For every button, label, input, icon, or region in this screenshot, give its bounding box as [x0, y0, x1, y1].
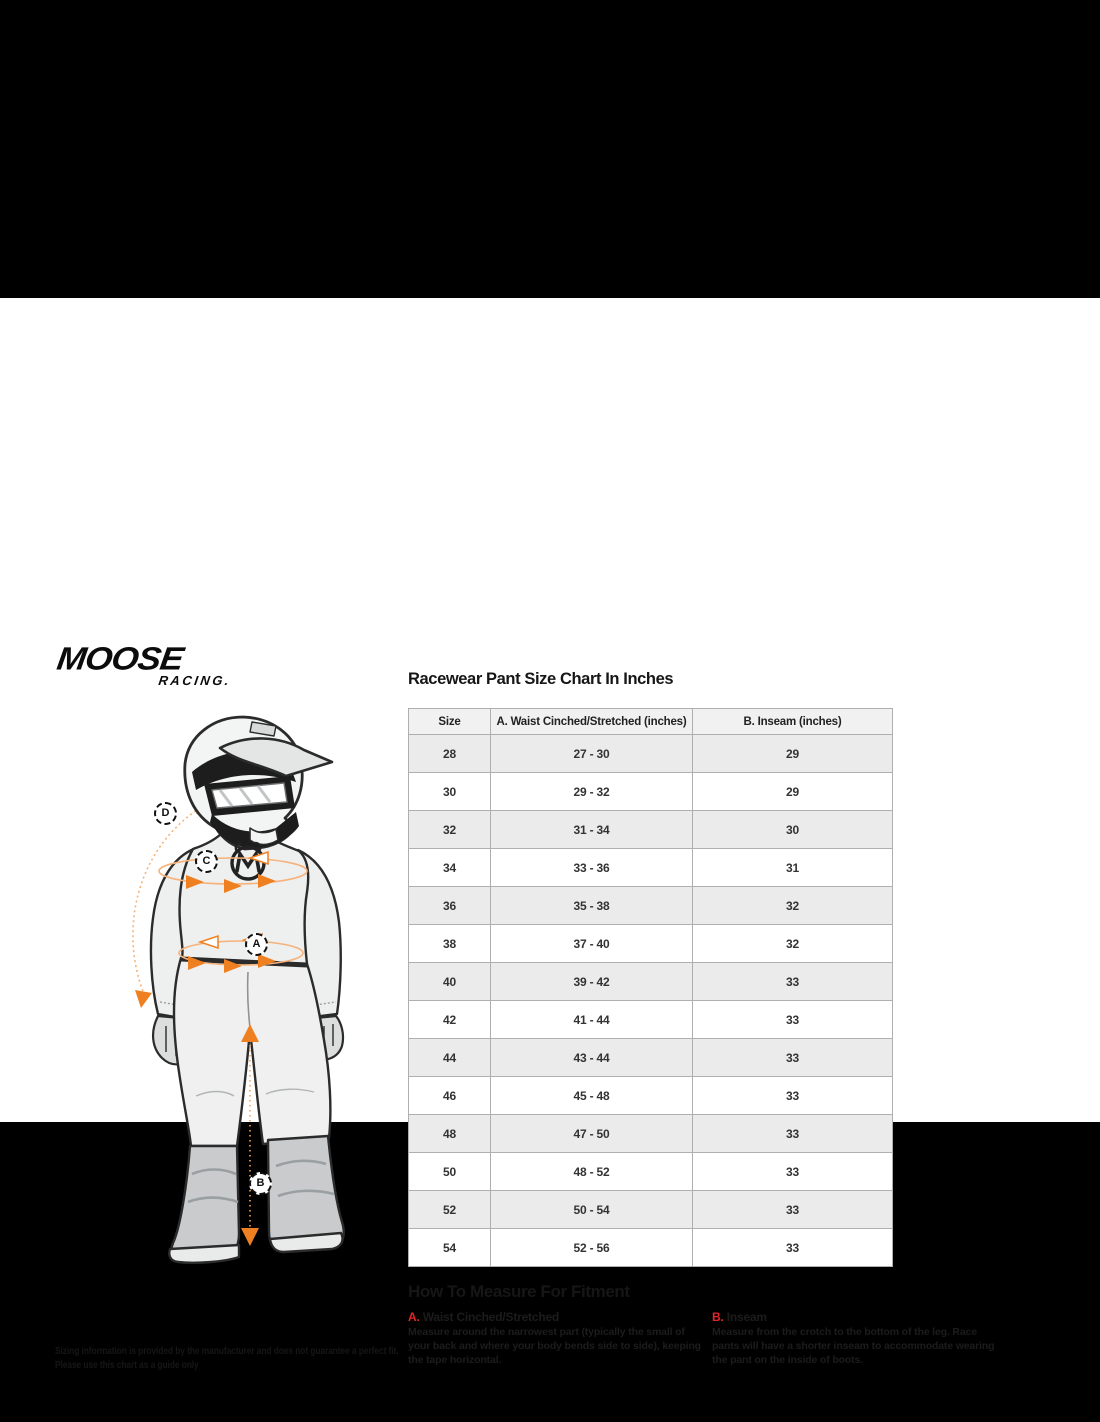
size-cell: 44 [409, 1039, 491, 1077]
inseam-measure-body: Measure from the crotch to the bottom of the leg. Race pants will have a shorter inseam to accommodate wearing the pant on the inside of boots. [712, 1326, 995, 1366]
inseam-cell: 33 [693, 1039, 893, 1077]
inseam-cell: 33 [693, 1115, 893, 1153]
marker-d: D [154, 802, 177, 825]
size-cell: 38 [409, 925, 491, 963]
size-cell: 46 [409, 1077, 491, 1115]
measure-section-inseam [712, 1310, 1004, 1368]
size-cell: 34 [409, 849, 491, 887]
waist-measure-label [408, 1310, 706, 1324]
waist-cell: 27 - 30 [491, 735, 693, 773]
table-row [409, 1153, 893, 1191]
inseam-cell: 31 [693, 849, 893, 887]
size-cell: 42 [409, 1001, 491, 1039]
table-row [409, 1001, 893, 1039]
waist-cell: 47 - 50 [491, 1115, 693, 1153]
disclaimer-line-2: Please use this chart as a guide only [55, 1359, 199, 1372]
inseam-cell: 33 [693, 1001, 893, 1039]
rider-drawing [100, 696, 420, 1296]
size-chart-title: Racewear Pant Size Chart In Inches [408, 670, 674, 688]
waist-label-text: Waist Cinched/Stretched [422, 1310, 560, 1324]
waist-cell: 52 - 56 [491, 1229, 693, 1267]
inseam-column-header: B. Inseam (inches) [693, 709, 893, 735]
inseam-cell: 33 [693, 1153, 893, 1191]
inseam-measure-label [712, 1310, 1004, 1324]
size-table-body [409, 735, 893, 1267]
table-row [409, 1077, 893, 1115]
marker-b: B [249, 1172, 272, 1195]
content-panel [0, 298, 1100, 1372]
size-table-header [409, 709, 893, 735]
moose-racing-logo [54, 640, 233, 688]
table-row [409, 811, 893, 849]
inseam-cell: 33 [693, 1077, 893, 1115]
boots [169, 1136, 343, 1263]
waist-cell: 43 - 44 [491, 1039, 693, 1077]
size-cell: 50 [409, 1153, 491, 1191]
size-cell: 40 [409, 963, 491, 1001]
table-row [409, 735, 893, 773]
logo-word: MOOSE [54, 640, 186, 677]
waist-label-prefix: A. [408, 1310, 420, 1324]
table-row [409, 849, 893, 887]
size-cell: 54 [409, 1229, 491, 1267]
inseam-cell: 33 [693, 963, 893, 1001]
left-boot [171, 1146, 239, 1261]
logo-subword: RACING. [157, 673, 233, 688]
waist-column-header: A. Waist Cinched/Stretched (inches) [491, 709, 693, 735]
rider-illustration [100, 696, 420, 1296]
pants [174, 958, 330, 1146]
waist-cell: 33 - 36 [491, 849, 693, 887]
waist-cell: 29 - 32 [491, 773, 693, 811]
waist-cell: 50 - 54 [491, 1191, 693, 1229]
size-column-header: Size [409, 709, 491, 735]
size-cell: 28 [409, 735, 491, 773]
inseam-cell: 32 [693, 887, 893, 925]
inseam-cell: 33 [693, 1229, 893, 1267]
disclaimer-line-1: Sizing information is provided by the manufacturer and does not guarantee a perfect fit. [55, 1345, 399, 1357]
inseam-cell: 33 [693, 1191, 893, 1229]
waist-cell: 45 - 48 [491, 1077, 693, 1115]
marker-a: A [245, 933, 268, 956]
header-row [409, 709, 893, 735]
waist-cell: 31 - 34 [491, 811, 693, 849]
inseam-label-prefix: B. [712, 1310, 724, 1324]
table-row [409, 887, 893, 925]
table-row [409, 1229, 893, 1267]
inseam-cell: 29 [693, 735, 893, 773]
table-row [409, 1115, 893, 1153]
table-row [409, 963, 893, 1001]
table-row [409, 925, 893, 963]
table-row [409, 1039, 893, 1077]
sizing-disclaimer [55, 1344, 398, 1372]
size-table [408, 708, 893, 1267]
how-to-measure-heading: How To Measure For Fitment [408, 1282, 630, 1301]
table-row [409, 773, 893, 811]
size-cell: 36 [409, 887, 491, 925]
helmet [185, 717, 332, 849]
inseam-cell: 32 [693, 925, 893, 963]
size-cell: 52 [409, 1191, 491, 1229]
waist-cell: 48 - 52 [491, 1153, 693, 1191]
waist-cell: 35 - 38 [491, 887, 693, 925]
size-cell: 32 [409, 811, 491, 849]
table-row [409, 1191, 893, 1229]
inseam-cell: 30 [693, 811, 893, 849]
waist-cell: 37 - 40 [491, 925, 693, 963]
measure-section-waist [408, 1310, 706, 1368]
waist-cell: 41 - 44 [491, 1001, 693, 1039]
size-cell: 48 [409, 1115, 491, 1153]
inseam-label-text: Inseam [726, 1310, 767, 1324]
marker-c: C [195, 850, 218, 873]
inseam-cell: 29 [693, 773, 893, 811]
size-cell: 30 [409, 773, 491, 811]
left-sole [169, 1245, 239, 1263]
waist-measure-body: Measure around the narrowest part (typically the small of your back and where your body bends side to side), keeping the tape horizontal. [408, 1326, 701, 1366]
waist-cell: 39 - 42 [491, 963, 693, 1001]
